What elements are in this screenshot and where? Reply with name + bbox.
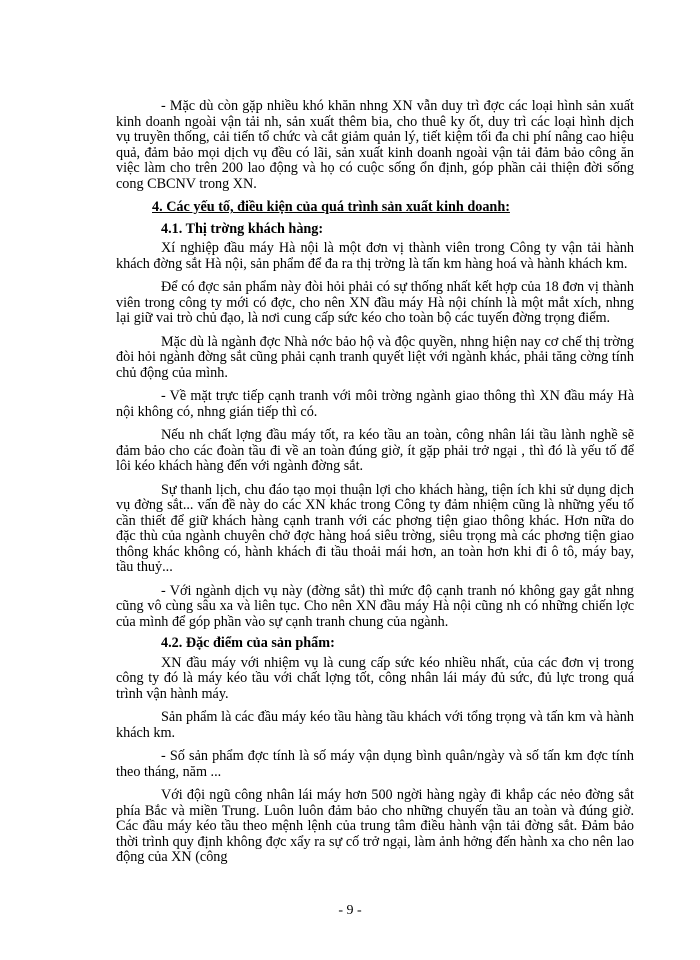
paragraph: Sản phẩm là các đầu máy kéo tầu hàng tầu khách với tổng trọng và tấn km và hành khách km.	[116, 709, 634, 741]
paragraph: Để có đợc sản phẩm này đòi hỏi phải có sự thống nhất kết hợp của 18 đơn vị thành viên trong công ty mới có đợc, cho nên XN đầu máy Hà nội chính là một mắt xích, nhng lại giữ vai trò chủ đạo, là nơi cung cấp sức kéo cho toàn bộ các tuyến đờng trọng điểm.	[116, 279, 634, 326]
page-number: - 9 -	[338, 903, 362, 918]
section-heading-4: 4. Các yếu tố, điều kiện của quá trình sản xuất kinh doanh:	[152, 199, 510, 215]
paragraph: Xí nghiệp đầu máy Hà nội là một đơn vị thành viên trong Công ty vận tải hành khách đờng sắt Hà nội, sản phẩm để đa ra thị trờng là tấn km hàng hoá và hành khách km.	[116, 240, 634, 272]
paragraph: - Về mặt trực tiếp cạnh tranh với môi trờng ngành giao thông thì XN đầu máy Hà nội không có, nhng gián tiếp thì có.	[116, 388, 634, 420]
paragraph-intro: - Mặc dù còn gặp nhiều khó khăn nhng XN vẫn duy trì đợc các loại hình sản xuất kinh doanh ngoài vận tải nh, sản xuất thêm bia, cho thuê ky ốt, duy trì các loại hình dịch vụ truyền thống, cải tiến tổ chức và cắt giảm quản lý, tiết kiệm tối đa chi phí nâng cao hiệu quả, đảm bảo mọi dịch vụ đều có lãi, sản xuất kinh doanh ngoài vận tải đảm bảo công ăn việc làm cho trên 200 lao động và họ có cuộc sống ổn định, góp phần cải thiện đời sống cong CBCNV trong XN.	[116, 98, 634, 192]
page-body	[116, 99, 634, 874]
subsection-heading-4-2: 4.2. Đặc điểm của sản phẩm:	[161, 635, 335, 651]
paragraph: Nếu nh chất lợng đầu máy tốt, ra kéo tầu an toàn, công nhân lái tầu lành nghề sẽ đảm bảo cho các đoàn tầu đi về an toàn đúng giờ, ít gặp phải trở ngại , thì đó là yếu tố để lôi kéo khách hàng đến với ngành đờng sắt.	[116, 427, 634, 474]
subsection-heading-4-1: 4.1. Thị trờng khách hàng:	[161, 220, 324, 237]
paragraph: - Với ngành dịch vụ này (đờng sắt) thì mức độ cạnh tranh nó không gay gắt nhng cũng vô cùng sâu xa và liên tục. Cho nên XN đầu máy Hà nội cũng nh có những chiến lợc của mình để góp phần vào sự cạnh tranh chung của ngành.	[116, 582, 634, 630]
paragraph: - Số sản phẩm đợc tính là số máy vận dụng bình quân/ngày và số tấn km đợc tính theo tháng, năm ...	[116, 748, 634, 780]
paragraph: XN đầu máy với nhiệm vụ là cung cấp sức kéo nhiều nhất, của các đơn vị trong công ty đó là máy kéo tầu với chất lợng tốt, công nhân lái máy đủ sức, đủ lực trong quá trình vận hành máy.	[116, 654, 634, 702]
paragraph: Mặc dù là ngành đợc Nhà nớc bảo hộ và độc quyền, nhng hiện nay cơ chế thị trờng đòi hỏi ngành đờng sắt cũng phải cạnh tranh quyết liệt với ngành khác, phải tăng cờng tính chủ động của mình.	[116, 333, 634, 381]
paragraph: Với đội ngũ công nhân lái máy hơn 500 ngời hàng ngày đi khắp các nẻo đờng sắt phía Bắc và miền Trung. Luôn luôn đảm bảo cho những chuyến tầu an toàn và đúng giờ. Các đầu máy kéo tầu theo mệnh lệnh của trung tâm điều hành vận tải đờng sắt. Đảm bảo thời trình quy định không đợc xẩy ra sự cố trở ngại, làm ảnh hởng đến hành xa cho nên lao động của XN (công	[116, 787, 634, 865]
paragraph: Sự thanh lịch, chu đáo tạo mọi thuận lợi cho khách hàng, tiện ích khi sử dụng dịch vụ đờng sắt... vấn đề này do các XN khác trong Công ty đảm nhiệm cũng là những yếu tố cần thiết để giữ khách hàng cạnh tranh với các phơng tiện giao thông khác. Hơn nữa do đặc thù của ngành chuyên chở đợc hàng hoá siêu trờng, siêu trọng mà các phơng tiện giao thông khác không có, hành khách đi tầu thoải mái hơn, an toàn hơn khi đi ô tô, máy bay, tầu thuỷ...	[116, 481, 634, 575]
